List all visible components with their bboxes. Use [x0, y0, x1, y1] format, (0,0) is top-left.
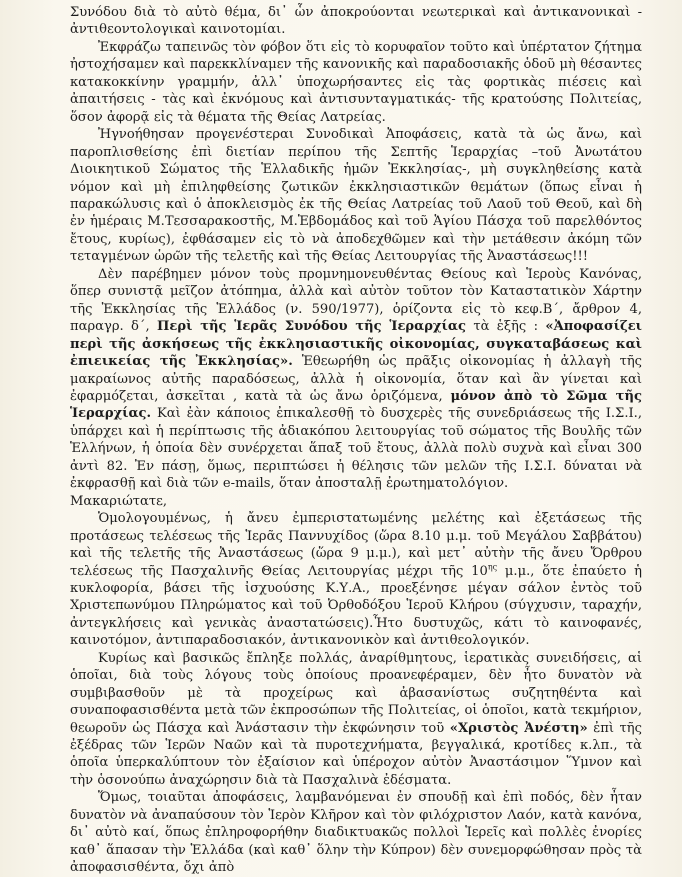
text-span: Ἑθεωρήθη ὡς πρᾶξις οἰκονομίας ἡ ἀλλαγὴ τῆς μακραίωνος αὐτῆς παραδόσεως, ἀλλὰ ἡ οἰκονομία, ὅταν καὶ ἂν γίνεται καὶ ἐφαρμόζεται, ἀσκεῖται , κατὰ τὰ ὡς ἄνω ὁριζόμενα,: [70, 354, 642, 404]
bold-text-span: Περὶ τῆς Ἱερᾶς Συνόδου τῆς Ἱεραρχίας: [157, 319, 466, 335]
paragraph-consciences: [70, 650, 642, 790]
text-span: Ἠγνοήθησαν προγενέστεραι Συνοδικαὶ Ἀποφάσεις, κατὰ τὰ ὡς ἄνω, καὶ παροπλισθείσης ἐπὶ διετίαν περίπου τῆς Σεπτῆς Ἱεραρχίας –τοῦ Ἀνωτάτου Διοικητικοῦ Σώματος τῆς Ἑλλαδικῆς ἡμῶν Ἐκκλησίας-, μὴ συγκληθείσης κατὰ νόμον καὶ μὴ ἐπιληφθείσης ζωτικῶν ἐκκλησιαστικῶν θεμάτων (ὅπως εἶναι ἡ παρακώλυσις καὶ ὁ ἀποκλεισμὸς ἐκ τῆς Θείας Λατρείας τοῦ Λαοῦ τοῦ Θεοῦ, καὶ δὴ ἐν ἡμέραις Μ.Τεσσαρακοστῆς, Μ.Ἑβδομάδος καὶ τοῦ Ἁγίου Πάσχα τοῦ παρελθόντος ἔτους, κυρίως), ἐφθάσαμεν εἰς τὸ νὰ ἀποδεχθῶμεν καὶ τὴν μετάθεσιν ἀκόμη τῶν τεταγμένων ὡρῶν τῆς τελετῆς καὶ τῆς Θείας Λειτουργίας τῆς Ἀναστάσεως!!!: [70, 127, 642, 265]
text-span: Ἐκφράζω ταπεινῶς τὸν φόβον ὅτι εἰς τὸ κορυφαῖον τοῦτο καὶ ὑπέρτατον ζήτημα ἠστοχήσαμεν καὶ παρεκκλίναμεν τῆς κανονικῆς καὶ παραδοσιακῆς ὁδοῦ μὴ θέσαντες κατακοκκίνην γραμμήν, ἀλλ᾽ ὑποχωρήσαντες εἰς τὰς φορτικὰς πιέσεις καὶ ἀπαιτήσεις - τὰς καὶ ἐκνόμους καὶ ἀντισυνταγματικάς- τῆς κρατούσης Πολιτείας, ὅσον ἀφορᾷ εἰς τὰ θέματα τῆς Θείας Λατρείας.: [70, 39, 642, 125]
text-span: Συνόδου διὰ τὸ αὐτὸ θέμα, δι᾽ ὧν ἀποκρούονται νεωτερικαὶ καὶ ἀντικανονικαὶ - ἀντιθεοντολογικαὶ καινοτομίαι.: [70, 5, 642, 38]
text-span: Δὲν παρέβημεν μόνον τοὺς προμνημονευθέντας Θείους καὶ Ἱεροὺς Κανόνας, ὅπερ συνιστᾷ μεῖζον ἀτόπημα, ἀλλὰ καὶ αὐτὸν τοῦτον τὸν Καταστατικὸν Χάρτην τῆς Ἐκκλησίας τῆς Ἑλλάδος (ν. 590/1977), ὁρίζοντα εἰς τὸ κεφ.Β΄, ἄρθρον 4, παραγρ. δ΄,: [70, 266, 642, 335]
text-span: Καὶ ἐὰν κάποιος ἐπικαλεσθῇ τὸ δυσχερὲς τῆς συνεδριάσεως τῆς Ι.Σ.Ι., ὑπάρχει καὶ ἡ περίπτωσις τῆς ἀδιακόπου λειτουργίας τοῦ σώματος τῆς Βουλῆς τῶν Ἑλλήνων, ἡ ὁποία δὲν συνέρχεται ἅπαξ τοῦ ἔτους, ἀλλὰ πολὺ συχνὰ καὶ εἶναι 300 ἀντὶ 82. Ἐν πάσῃ, ὅμως, περιπτώσει ἡ θέλησις τῶν μελῶν τῆς Ι.Σ.Ι. δύναται νὰ ἐκφρασθῇ καὶ διὰ τῶν e-mails, ὅταν ἀποσταλῇ ἐρωτηματολόγιον.: [70, 406, 642, 492]
paragraph-canons-charter: [70, 266, 642, 493]
text-span: Ὅμως, τοιαῦται ἀποφάσεις, λαμβανόμεναι ἐν σπουδῇ καὶ ἐπὶ ποδός, δὲν ἦταν δυνατὸν νὰ ἀναπαύσουν τὸν Ἱερὸν Κλῆρον καὶ τὸν φιλόχριστον Λαόν, κατὰ κανόνα, δι᾽ αὐτὸ καί, ὅπως ἐπληροφορήθην διαδικτυακῶς πολλοὶ Ἱερεῖς καὶ πολλὲς ἐνορίες καθ᾽ ἅπασαν τὴν Ἑλλάδα (καὶ καθ᾽ ὅλην τὴν Κύπρον) δὲν συνεμορφώθησαν πρὸς τὰ ἀποφασισθέντα, ὄχι ἀπὸ: [70, 790, 642, 876]
paragraph-fear: [70, 39, 642, 126]
salutation-text: Μακαριώτατε,: [70, 493, 168, 509]
paragraph-ignored-decisions: [70, 126, 642, 266]
paragraph-synod-continuation: [70, 4, 642, 39]
text-span: Ὁμολογουμένως, ἡ ἄνευ ἐμπεριστατωμένης μελέτης καὶ ἐξετάσεως τῆς προτάσεως τελέσεως τῆς Ἱερᾶς Παννυχίδος (ὥρα 8.10 μ.μ. τοῦ Μεγάλου Σαββάτου) καὶ τῆς τελετῆς τῆς Ἀναστάσεως (ὥρα 9 μ.μ.), καὶ μετ᾽ αὐτὴν τῆς ἄνευ Ὄρθρου τελέσεως τῆς Πασχαλινῆς Θείας Λειτουργίας μέχρι τῆς 10: [70, 511, 642, 579]
text-span: Κυρίως καὶ βασικῶς ἔπληξε πολλάς, ἀναρίθμητους, ἱερατικὰς συνειδήσεις, αἱ ὁποῖαι, διὰ τοὺς λόγους τοὺς ὁποίους προανεφέραμεν, δὲν ἦτο δυνατὸν νὰ συμβιβασθοῦν μὲ τὰ προχείρως καὶ ἀβασανίστως συζητηθέντα καὶ συναποφασισθέντα μετὰ τῶν ἐκπροσώπων τῆς Πολιτείας, οἱ ὁποῖοι, κατὰ τεκμήριον, θεωροῦν ὡς Πάσχα καὶ Ἀνάστασιν τὴν ἐκφώνησιν τοῦ: [70, 650, 642, 736]
bold-text-span: μόνον ἀπὸ τὸ Σῶμα τῆς Ἱεραρχίας.: [70, 388, 642, 422]
paragraph-decisions-outcome: [70, 789, 642, 876]
salutation: [70, 493, 642, 510]
text-span: μ.μ., ὅτε ἐπαύετο ἡ κυκλοφορία, βάσει τῆς ἰσχυούσης Κ.Υ.Α., προεξένησε μέγαν σάλον ἐντὸς τοῦ Χριστεπωνύμου Πληρώματος καὶ τοῦ Ὀρθοδόξου Ἱεροῦ Κλήρου (σύγχυσιν, ταραχήν, ἀντεγκλήσεις καὶ γενικὰς ἀναστατώσεις).Ἦτο δυστυχῶς, κάτι τὸ καινοφανές, καινοτόμον, ἀντιπαραδοσιακόν, ἀντικανονικὸν καὶ ἀντιθεολογικόν.: [70, 563, 642, 649]
bold-quote-span: «Χριστὸς Ἀνέστη»: [449, 720, 588, 736]
text-span: ἐπὶ τῆς ἐξέδρας τῶν Ἱερῶν Ναῶν καὶ τὰ πυροτεχνήματα, βεγγαλικά, κροτίδες κ.λπ., τὰ ὁποῖα ὑπερκαλύπτουν τὸν ἐξαίσιον καὶ ὑπέροχον αὐτὸν Ἀναστάσιμον Ὕμνον καὶ τὴν ὁσονούπω ἀναχώρησιν διὰ τὰ Πασχαλινὰ ἐδέσματα.: [70, 720, 642, 788]
bold-quote-span: «Ἀποφασίζει περὶ τῆς ἀσκήσεως τῆς ἐκκλησιαστικῆς οἰκονομίας, συγκαταβάσεως καὶ ἐπιεικείας τῆς Ἐκκλησίας».: [70, 319, 643, 370]
text-span: τὰ ἑξῆς :: [473, 319, 538, 335]
ordinal-superscript: ης: [487, 562, 498, 572]
paragraph-easter-schedule: [70, 510, 642, 650]
